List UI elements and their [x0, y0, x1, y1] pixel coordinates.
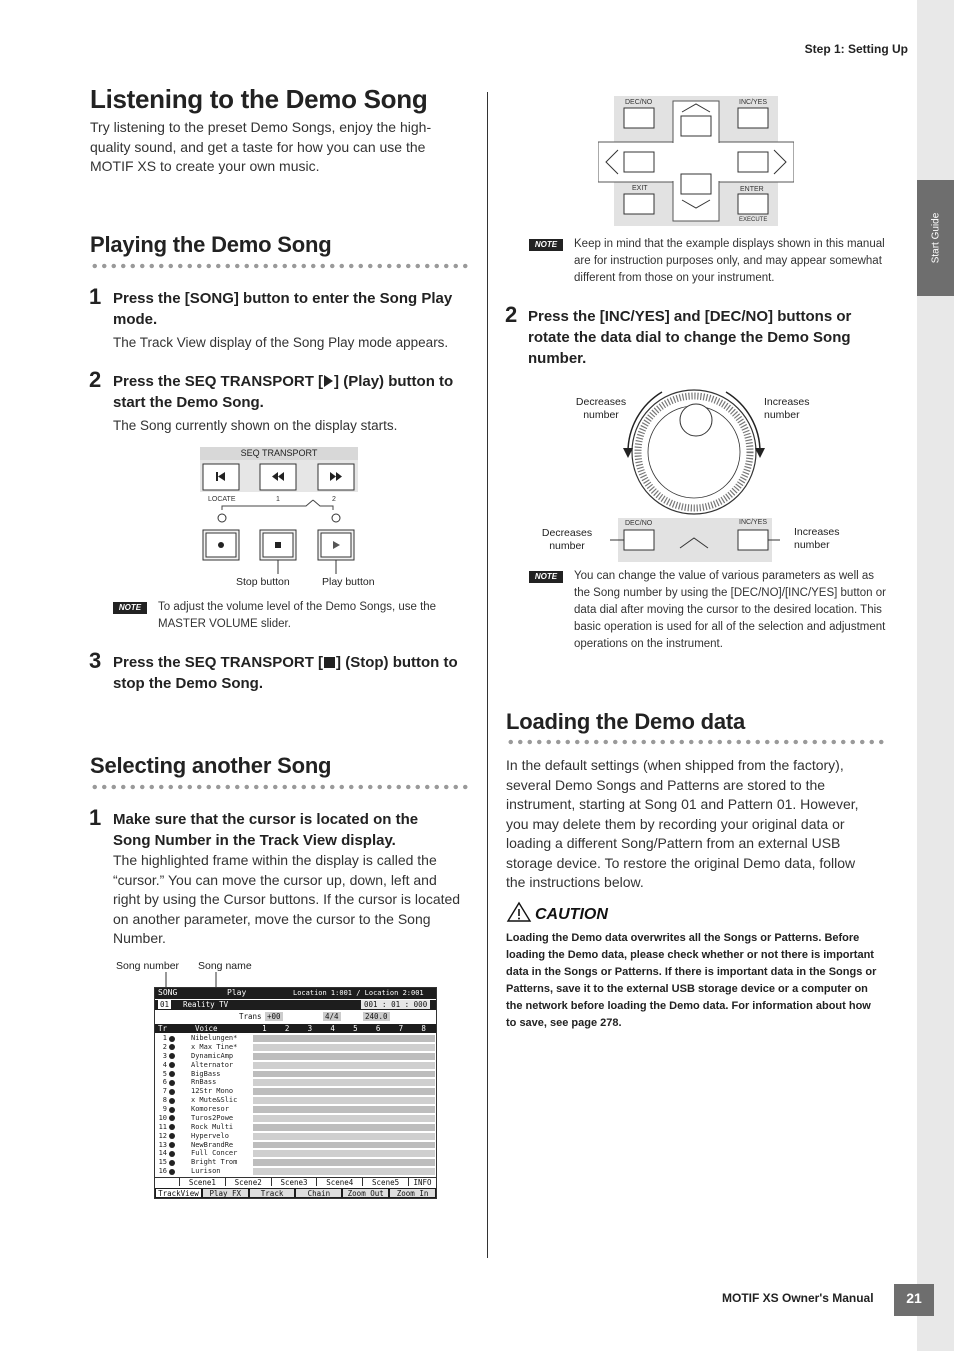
lcd-track-number: 2: [162, 1042, 167, 1051]
caution-text: Loading the Demo data overwrites all the Songs or Patterns. Before loading the Demo data, please check whether or not there is important data in the Songs or Patterns. If there is important data in the Songs or Patterns, save it to the external USB storage device or a computer on the network before loading the Demo data. For information about how to save, see page 278.: [506, 932, 877, 1029]
dial-dec-label: Decreases number: [575, 396, 627, 421]
running-header: Step 1: Setting Up: [804, 42, 908, 56]
lcd-track-row[interactable]: [155, 1087, 436, 1096]
lcd-mode: SONG: [158, 988, 178, 997]
step-number: 3: [89, 648, 102, 673]
lcd-col-voice: Voice: [195, 1024, 218, 1033]
execute-label: EXECUTE: [739, 217, 768, 223]
transport-diagram: [198, 460, 360, 592]
lcd-voice-name: Alternator: [191, 1060, 234, 1069]
lcd-track-grid: [253, 1062, 435, 1069]
lcd-sub: Play: [227, 988, 247, 997]
lcd-track-icon: [169, 1098, 175, 1104]
lcd-track-icon: [169, 1107, 175, 1113]
lcd-tab[interactable]: TrackView: [156, 1189, 201, 1197]
lcd-song-row: [155, 1000, 436, 1010]
dial-dec-btn-label: DEC/NO: [625, 520, 653, 527]
locate-1-label: 1: [276, 496, 280, 503]
lcd-track-number: 1: [162, 1034, 167, 1042]
lcd-trans-value: +00: [267, 1012, 281, 1021]
heading-loading: Loading the Demo data: [506, 709, 746, 734]
lcd-track-row[interactable]: [155, 1061, 436, 1070]
lcd-track-number: 7: [162, 1087, 167, 1096]
up-button: [681, 116, 711, 136]
lcd-track-grid: [253, 1035, 435, 1042]
lcd-song-number[interactable]: 01: [160, 1000, 170, 1009]
stop-button-label: Stop button: [236, 576, 290, 588]
lcd-track-grid: [253, 1053, 435, 1060]
lcd-track-number: 12: [158, 1131, 167, 1140]
lcd-voice-name: BigBass: [191, 1069, 221, 1078]
lcd-song-name: Reality TV: [183, 1000, 229, 1009]
lcd-track-icon: [169, 1160, 175, 1166]
page-title: Listening to the Demo Song: [90, 84, 428, 114]
lcd-track-number: 5: [162, 1069, 167, 1078]
lcd-track-row[interactable]: [155, 1070, 436, 1079]
lcd-measure: 4: [330, 1024, 335, 1033]
lcd-measures: [253, 1024, 435, 1033]
lcd-track-grid: [253, 1088, 435, 1095]
lcd-track-row[interactable]: [155, 1114, 436, 1123]
note-text: To adjust the volume level of the Demo Songs, use the MASTER VOLUME slider.: [158, 601, 437, 630]
dial-inc-label: Increases number: [764, 396, 810, 421]
dec-button: [624, 108, 654, 128]
dial-inc-button: [738, 530, 768, 550]
step-text: [113, 652, 468, 694]
lcd-param-row: [155, 1012, 436, 1022]
lcd-track-grid: [253, 1079, 435, 1086]
exit-label: EXIT: [632, 185, 648, 192]
lcd-info[interactable]: INFO: [408, 1178, 436, 1186]
note-text: Keep in mind that the example displays shown in this manual are for instruction purposes only, and may appear somewhat different from those on your instrument.: [574, 238, 885, 284]
lcd-track-icon: [169, 1124, 175, 1130]
lcd-voice-name: Turos2Powe: [191, 1113, 234, 1122]
lcd-voice-name: Bright Trom: [191, 1158, 238, 1167]
lcd-measure: 2: [284, 1024, 290, 1033]
locate-led: [218, 514, 226, 522]
lcd-scene[interactable]: Scene5: [362, 1178, 408, 1186]
data-dial-diagram: [610, 380, 780, 580]
step-sub: The Song currently shown on the display starts.: [113, 418, 398, 433]
lcd-track-row[interactable]: [155, 1096, 436, 1105]
lcd-track-grid: [253, 1097, 435, 1104]
right-button: [738, 152, 768, 172]
heading-rule: [90, 784, 468, 790]
lcd-track-icon: [169, 1036, 175, 1042]
lcd-track-number: 13: [158, 1140, 167, 1149]
lcd-track-grid: [253, 1159, 435, 1166]
step-text: Press the [SONG] button to enter the Song Play mode.: [113, 290, 453, 328]
lcd-track-row[interactable]: [155, 1141, 436, 1150]
step-number: 2: [505, 302, 518, 327]
song-number-label: Song number: [116, 960, 180, 972]
lcd-location: Location 1:001 / Location 2:001: [293, 989, 424, 997]
lcd-measure: 1: [262, 1024, 267, 1033]
lcd-track-grid: [253, 1142, 435, 1149]
transport-title: SEQ TRANSPORT: [200, 447, 358, 460]
dec-label: DEC/NO: [625, 99, 653, 106]
step-text-a: Press the SEQ TRANSPORT [: [113, 373, 324, 390]
lcd-track-number: 14: [158, 1149, 167, 1158]
lcd-track-row[interactable]: [155, 1034, 436, 1043]
lcd-counter: 001 : 01 : 000: [361, 1000, 430, 1009]
lcd-col-tr: Tr: [158, 1024, 168, 1033]
lcd-voice-name: Hypervelo: [191, 1131, 229, 1140]
page-number: 21: [894, 1284, 934, 1316]
lcd-track-number: 9: [162, 1105, 167, 1113]
lcd-voice-name: Komoresor: [191, 1105, 229, 1113]
lcd-track-grid: [253, 1044, 435, 1051]
lcd-track-number: 4: [162, 1060, 167, 1069]
inc-button: [738, 108, 768, 128]
lcd-tab-row: [155, 1188, 436, 1198]
lcd-track-icon: [169, 1142, 175, 1148]
dial-finger-dimple: [680, 404, 712, 436]
note-icon: NOTE: [113, 602, 147, 614]
record-icon: [218, 542, 224, 548]
lcd-track-icon: [169, 1169, 175, 1175]
caution-icon: [506, 901, 532, 923]
lcd-header-row: [155, 1024, 436, 1033]
lcd-track-row[interactable]: [155, 1167, 436, 1176]
lcd-display: [154, 987, 437, 1199]
locate-label: LOCATE: [208, 496, 236, 503]
dial-inc-btn-label: INC/YES: [739, 519, 768, 526]
lcd-scene[interactable]: Scene3: [271, 1178, 317, 1186]
cursor-diagram: [598, 96, 794, 228]
down-button: [681, 174, 711, 194]
lcd-tab[interactable]: Track: [250, 1189, 295, 1197]
lcd-track-row[interactable]: [155, 1123, 436, 1132]
heading-rule: [90, 263, 468, 269]
enter-button: [738, 194, 768, 214]
lcd-track-icon: [169, 1071, 175, 1077]
lcd-track-icon: [169, 1080, 175, 1086]
heading-selecting: Selecting another Song: [90, 753, 332, 778]
dial-dec-bottom-label: Decreases number: [541, 527, 593, 552]
lcd-measure: 6: [375, 1024, 381, 1033]
lcd-scene[interactable]: Scene1: [179, 1178, 225, 1186]
step-number: 2: [89, 367, 102, 392]
lcd-track-row[interactable]: [155, 1078, 436, 1087]
column-divider: [487, 92, 488, 1258]
exit-button: [624, 194, 654, 214]
lcd-tab[interactable]: Zoom Out: [343, 1189, 388, 1197]
lcd-measure: 3: [307, 1024, 313, 1033]
lcd-track-number: 6: [162, 1078, 167, 1087]
lcd-track-grid: [253, 1106, 435, 1113]
lcd-tab[interactable]: Play FX: [203, 1189, 248, 1197]
play-button-label: Play button: [322, 576, 375, 588]
lcd-meter: 4/4: [325, 1012, 339, 1021]
lcd-track-row[interactable]: [155, 1132, 436, 1141]
lcd-track-number: 8: [162, 1096, 167, 1105]
lcd-track-number: 16: [158, 1167, 167, 1176]
step-text: Make sure that the cursor is located on the Song Number in the Track View display.: [113, 811, 419, 849]
locate-2-label: 2: [332, 496, 336, 503]
lcd-trans: Trans: [239, 1012, 262, 1021]
lcd-track-number: 3: [162, 1051, 167, 1060]
note-icon: NOTE: [529, 239, 563, 251]
lcd-track-number: 15: [158, 1158, 167, 1167]
lcd-track-grid: [253, 1168, 435, 1175]
intro-text: Try listening to the preset Demo Songs, enjoy the high-quality sound, and get a taste for how you can use the MOTIF XS to create your own music.: [90, 119, 432, 174]
lcd-track-icon: [169, 1089, 175, 1095]
lcd-track-list: [155, 1034, 436, 1176]
locate-led: [332, 514, 340, 522]
note-text: You can change the value of various parameters as well as the Song number by using the [DEC/NO]/[INC/YES] button or data dial after moving the cursor to the desired location. This basic operation is used for all of the selection and adjustment operations on the instrument.: [574, 570, 886, 650]
enter-label: ENTER: [740, 186, 764, 193]
lcd-voice-name: x Mute&Slic: [191, 1096, 238, 1105]
caution-title: CAUTION: [535, 906, 608, 923]
lcd-track-row[interactable]: [155, 1158, 436, 1167]
lcd-track-grid: [253, 1071, 435, 1078]
step-sub: The Track View display of the Song Play mode appears.: [113, 335, 449, 350]
lcd-track-number: 11: [158, 1122, 167, 1131]
lcd-track-icon: [169, 1053, 175, 1059]
note-icon: NOTE: [529, 571, 563, 583]
step-text-b: ] (Stop) button to stop the Demo Song.: [113, 654, 458, 692]
step-number: 1: [89, 284, 102, 309]
lcd-scene-row: [155, 1177, 436, 1186]
lcd-track-row[interactable]: [155, 1105, 436, 1114]
lcd-tempo: 240.0: [365, 1012, 388, 1021]
lcd-track-row[interactable]: [155, 1043, 436, 1052]
lcd-voice-name: Full Concer: [191, 1149, 238, 1158]
dial-dec-button: [624, 530, 654, 550]
lcd-track-icon: [169, 1062, 175, 1068]
lcd-measure: 8: [421, 1024, 426, 1033]
left-button: [624, 152, 654, 172]
lcd-track-icon: [169, 1044, 175, 1050]
lcd-track-grid: [253, 1133, 435, 1140]
step-text: Press the [INC/YES] and [DEC/NO] buttons or rotate the data dial to change the Demo Song number.: [528, 308, 852, 367]
lcd-track-grid: [253, 1150, 435, 1157]
lcd-track-icon: [169, 1115, 175, 1121]
lcd-voice-name: Rock Multi: [191, 1122, 234, 1131]
lcd-tab[interactable]: Chain: [296, 1189, 341, 1197]
inc-label: INC/YES: [739, 99, 768, 106]
stop-icon: [275, 542, 281, 548]
lcd-voice-name: RnBass: [191, 1078, 217, 1087]
dial-inc-bottom-label: Increases number: [794, 526, 840, 551]
step-text: [113, 371, 468, 413]
lcd-voice-name: Lurison: [191, 1167, 221, 1176]
lcd-scene[interactable]: Scene4: [316, 1178, 362, 1186]
heading-playing: Playing the Demo Song: [90, 232, 332, 257]
song-name-label: Song name: [198, 960, 252, 972]
side-tab: [917, 180, 954, 296]
lcd-track-row[interactable]: [155, 1149, 436, 1158]
lcd-voice-name: x Max Tine*: [191, 1042, 238, 1051]
step-text-a: Press the SEQ TRANSPORT [: [113, 654, 324, 671]
step-sub: The highlighted frame within the display is called the “cursor.” You can move the cursor up, down, left and right by using the Cursor buttons. If the cursor is located on another parameter, move the cursor to the Song Number.: [113, 852, 461, 946]
step-number: 1: [89, 805, 102, 830]
play-icon: [324, 375, 333, 387]
lcd-voice-name: DynamicAmp: [191, 1051, 234, 1060]
lcd-tab[interactable]: Zoom In: [390, 1189, 435, 1197]
stop-icon: [324, 657, 335, 668]
step-text-b: ] (Play) button to start the Demo Song.: [113, 373, 454, 411]
lcd-measure: 5: [353, 1024, 358, 1033]
lcd-voice-name: NewBrandRe: [191, 1140, 234, 1149]
lcd-track-number: 10: [158, 1113, 167, 1122]
lcd-track-grid: [253, 1124, 435, 1131]
footer-manual-title: MOTIF XS Owner's Manual: [722, 1291, 874, 1305]
lcd-voice-name: Nibelungen*: [191, 1034, 238, 1042]
lcd-scene[interactable]: Scene2: [225, 1178, 271, 1186]
lcd-voice-name: 12Str Mono: [191, 1087, 234, 1096]
lcd-track-icon: [169, 1133, 175, 1139]
lcd-track-grid: [253, 1115, 435, 1122]
lcd-measure: 7: [398, 1024, 404, 1033]
lcd-title-bar: [155, 988, 436, 999]
side-tab-label: Start Guide: [930, 212, 941, 264]
heading-rule: [506, 739, 884, 745]
lcd-track-row[interactable]: [155, 1052, 436, 1061]
top-icon: [216, 472, 218, 481]
loading-text: In the default settings (when shipped from the factory), several Demo Songs and Patterns are stored to the instrument, starting at Song 01 and Pattern 01. However, you may delete them by recording your original data or loading a different Song/Pattern from an external USB storage device. To restore the original Demo data, follow the instructions below.: [506, 757, 859, 890]
lcd-track-icon: [169, 1151, 175, 1157]
